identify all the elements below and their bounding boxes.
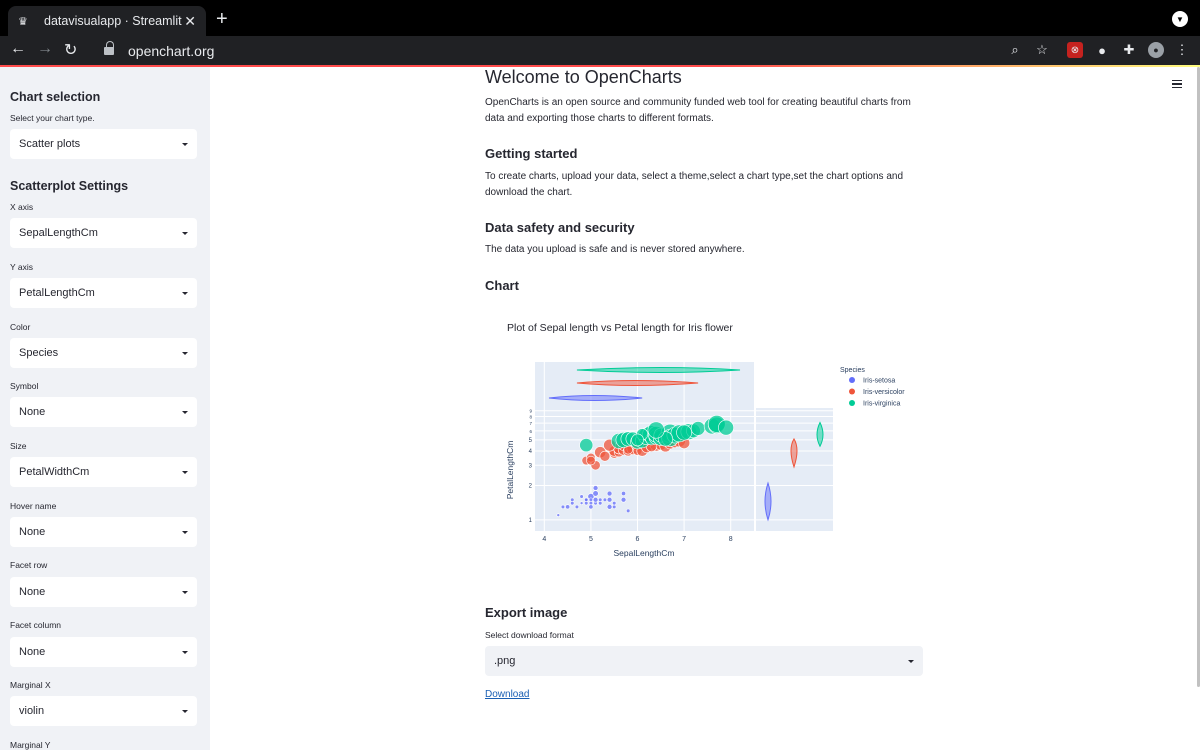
reload-icon[interactable]: ↻ bbox=[64, 42, 78, 59]
scatter-point bbox=[648, 422, 664, 438]
x-tick-labels bbox=[542, 536, 732, 543]
intro-line-1: OpenCharts is an open source and community funded web tool for creating beautiful charts from bbox=[485, 97, 911, 108]
caret-down-icon bbox=[908, 660, 914, 663]
x-tick-label: 4 bbox=[542, 536, 547, 543]
x-tick-label: 7 bbox=[682, 536, 687, 543]
scatter-point bbox=[632, 434, 644, 446]
scatter-point bbox=[598, 498, 602, 502]
browser-tab-bar bbox=[0, 0, 1200, 36]
caret-down-icon bbox=[182, 292, 188, 295]
legend-title: Species bbox=[840, 367, 865, 374]
getting-started-line-1: To create charts, upload your data, select a theme,select a chart type,set the chart options and bbox=[485, 171, 904, 182]
legend-marker bbox=[849, 400, 855, 406]
facet-column-label: Facet column bbox=[10, 620, 62, 630]
scatter-point bbox=[584, 498, 588, 502]
tab-search-icon[interactable]: ▼ bbox=[1172, 11, 1188, 27]
caret-down-icon bbox=[182, 471, 188, 474]
caret-down-icon bbox=[182, 352, 188, 355]
intro-line-2: data and exporting those charts to different formats. bbox=[485, 113, 714, 124]
address-bar[interactable] bbox=[90, 38, 1060, 63]
symbol-select[interactable] bbox=[10, 397, 197, 427]
scatter-point bbox=[598, 501, 602, 505]
chart-type-value: Scatter plots bbox=[19, 138, 81, 150]
y-axis-value: PetalLengthCm bbox=[19, 287, 95, 299]
scatter-point bbox=[561, 505, 565, 509]
x-axis-title: SepalLengthCm bbox=[613, 548, 675, 558]
legend-marker bbox=[849, 389, 855, 395]
legend-label: Iris-versicolor bbox=[863, 389, 905, 396]
scatter-point bbox=[557, 514, 560, 517]
size-select[interactable] bbox=[10, 457, 197, 487]
color-label: Color bbox=[10, 322, 31, 332]
chart-title: Plot of Sepal length vs Petal length for Iris flower bbox=[507, 322, 733, 334]
y-tick-label: 7 bbox=[529, 421, 532, 427]
url-text: openchart.org bbox=[128, 42, 215, 59]
y-tick-label: 1 bbox=[528, 517, 532, 524]
color-value: Species bbox=[19, 347, 59, 359]
scatter-point bbox=[580, 439, 593, 452]
blocker-extension-icon[interactable]: ⊗ bbox=[1067, 42, 1083, 58]
scatter-point bbox=[580, 495, 584, 499]
x-axis-label: X axis bbox=[10, 202, 34, 212]
facet-row-label: Facet row bbox=[10, 560, 48, 570]
chart-selection-title: Chart selection bbox=[10, 90, 101, 104]
y-tick-label: 5 bbox=[528, 437, 532, 444]
scatter-point bbox=[621, 491, 625, 495]
facet-column-value: None bbox=[19, 646, 46, 658]
download-link[interactable]: Download bbox=[485, 689, 530, 700]
chart-type-select[interactable] bbox=[10, 129, 197, 159]
browser-tab[interactable] bbox=[8, 6, 206, 36]
tab-title: datavisualapp · Streamlit bbox=[44, 14, 182, 28]
hover-name-value: None bbox=[19, 526, 46, 538]
scatter-point bbox=[587, 456, 596, 465]
scatter-point bbox=[603, 498, 607, 502]
scatter-point bbox=[612, 505, 616, 509]
scatter-point bbox=[607, 497, 612, 502]
facet-row-value: None bbox=[19, 586, 46, 598]
legend-label: Iris-virginica bbox=[863, 400, 901, 408]
facet-column-select[interactable] bbox=[10, 637, 197, 667]
y-axis-label: Y axis bbox=[10, 262, 33, 272]
symbol-value: None bbox=[19, 406, 46, 418]
scatter-point bbox=[607, 504, 612, 509]
y-axis-title: PetalLengthCm bbox=[505, 440, 515, 500]
y-tick-label: 9 bbox=[529, 408, 532, 414]
extensions-puzzle-icon[interactable]: ✚ bbox=[1123, 42, 1135, 57]
y-tick-labels bbox=[529, 409, 533, 524]
intro-text bbox=[485, 95, 925, 127]
back-arrow-icon[interactable]: ← bbox=[10, 40, 26, 57]
data-safety-title: Data safety and security bbox=[485, 220, 635, 235]
profile-avatar[interactable]: ● bbox=[1148, 42, 1164, 58]
y-axis-select[interactable] bbox=[10, 278, 197, 308]
size-label: Size bbox=[10, 441, 27, 451]
scatter-point bbox=[593, 486, 598, 491]
legend[interactable] bbox=[840, 367, 905, 408]
hover-name-select[interactable] bbox=[10, 517, 197, 547]
legend-marker bbox=[849, 377, 855, 383]
scatter-point bbox=[626, 509, 630, 513]
lock-icon bbox=[104, 46, 116, 56]
sidebar bbox=[0, 67, 210, 750]
caret-down-icon bbox=[182, 591, 188, 594]
legend-items[interactable] bbox=[849, 377, 905, 408]
caret-down-icon bbox=[182, 143, 188, 146]
streamlit-crown-icon: ♛ bbox=[18, 15, 28, 28]
getting-started-line-2: download the chart. bbox=[485, 187, 573, 198]
caret-down-icon bbox=[182, 531, 188, 534]
marginal-y-label: Marginal Y bbox=[10, 740, 51, 750]
data-safety-text: The data you upload is safe and is never stored anywhere. bbox=[485, 244, 745, 255]
browser-toolbar bbox=[0, 36, 1200, 65]
scatter-point bbox=[612, 501, 616, 505]
scatter-point bbox=[691, 421, 705, 435]
y-tick-label: 6 bbox=[529, 428, 532, 434]
scatter-point bbox=[607, 491, 612, 496]
scatter-point bbox=[677, 425, 692, 440]
y-tick-label: 2 bbox=[528, 483, 532, 490]
scatter-point bbox=[589, 505, 593, 509]
close-tab-icon[interactable]: ✕ bbox=[184, 12, 196, 29]
new-tab-button[interactable]: + bbox=[216, 8, 228, 30]
github-icon[interactable]: ● bbox=[1098, 42, 1106, 58]
scatter-point bbox=[570, 498, 574, 502]
chart-type-label: Select your chart type. bbox=[10, 113, 95, 123]
hamburger-menu-icon[interactable] bbox=[1172, 80, 1182, 88]
caret-down-icon bbox=[182, 651, 188, 654]
x-axis-select[interactable] bbox=[10, 218, 197, 248]
legend-label: Iris-setosa bbox=[863, 377, 896, 385]
export-image-title: Export image bbox=[485, 605, 568, 620]
download-format-select[interactable] bbox=[485, 646, 923, 676]
hover-name-label: Hover name bbox=[10, 501, 57, 511]
download-format-label: Select download format bbox=[485, 630, 574, 640]
scatter-point bbox=[593, 497, 598, 502]
facet-row-select[interactable] bbox=[10, 577, 197, 607]
x-tick-label: 6 bbox=[635, 536, 640, 543]
forward-arrow-icon[interactable]: → bbox=[37, 40, 53, 57]
scatter-point bbox=[570, 501, 574, 505]
caret-down-icon bbox=[182, 411, 188, 414]
size-value: PetalWidthCm bbox=[19, 466, 90, 478]
download-format-value: .png bbox=[494, 655, 516, 667]
marginal-x-select[interactable] bbox=[10, 696, 197, 726]
scatterplot-settings-title: Scatterplot Settings bbox=[10, 179, 129, 193]
x-tick-label: 5 bbox=[588, 536, 593, 543]
scatter-point bbox=[621, 497, 626, 502]
marginal-x-value: violin bbox=[19, 705, 45, 717]
caret-down-icon bbox=[182, 232, 188, 235]
y-tick-label: 4 bbox=[528, 448, 532, 455]
scatter-point bbox=[575, 505, 579, 509]
caret-down-icon bbox=[182, 710, 188, 713]
scatter-point bbox=[565, 505, 569, 509]
getting-started-title: Getting started bbox=[485, 146, 578, 161]
scatter-point bbox=[593, 491, 599, 497]
marginal-x-label: Marginal X bbox=[10, 680, 51, 690]
zoom-icon[interactable]: ⌕ bbox=[1011, 42, 1019, 57]
scatter-point bbox=[584, 501, 588, 505]
browser-menu-icon[interactable]: ⋮ bbox=[1175, 42, 1189, 57]
chart-section-title: Chart bbox=[485, 278, 519, 293]
x-axis-value: SepalLengthCm bbox=[19, 227, 98, 239]
getting-started-text bbox=[485, 169, 925, 201]
color-select[interactable] bbox=[10, 338, 197, 368]
x-tick-label: 8 bbox=[728, 536, 733, 543]
y-tick-label: 8 bbox=[529, 414, 532, 420]
scatter-point bbox=[580, 502, 583, 505]
y-tick-label: 3 bbox=[528, 463, 532, 470]
bookmark-star-icon[interactable]: ☆ bbox=[1036, 42, 1048, 57]
symbol-label: Symbol bbox=[10, 381, 39, 391]
page-title: Welcome to OpenCharts bbox=[485, 67, 682, 87]
scatter-point bbox=[718, 420, 733, 435]
scatter-point bbox=[589, 498, 593, 502]
scatter-chart[interactable] bbox=[490, 310, 930, 570]
scatter-point bbox=[600, 451, 610, 461]
